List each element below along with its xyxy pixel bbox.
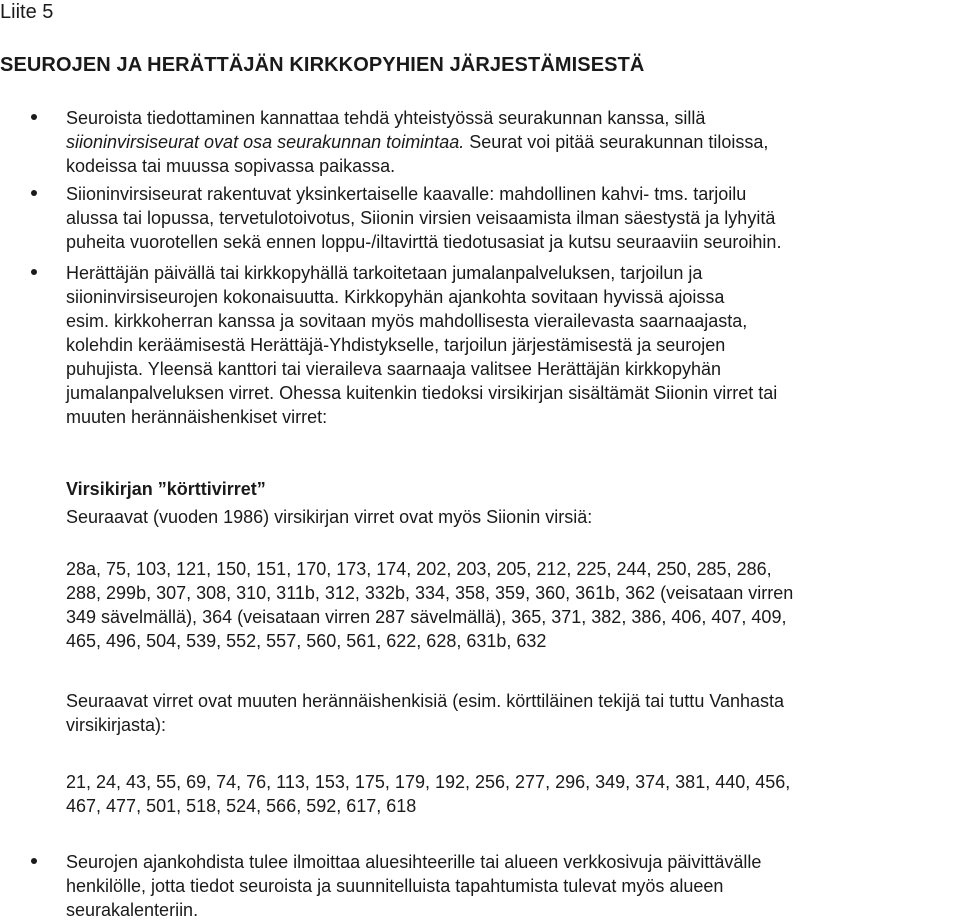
text-line: henkilölle, jotta tiedot seuroista ja suunnitelluista tapahtumista tulevat myös alueen: [66, 876, 724, 896]
italic-text: siioninvirsiseurat ovat osa seurakunnan toimintaa.: [66, 132, 465, 152]
hymn-list-awakening: [66, 770, 960, 818]
text-fragment: Seurat voi pitää seurakunnan tiloissa,: [464, 132, 769, 152]
bullet-item-format: [66, 182, 960, 254]
hymn-list-siionin: [66, 557, 960, 653]
bullet-item-calendar: [66, 850, 960, 922]
text-line: esim. kirkkoherran kanssa ja sovitaan myös mahdollisesta vierailevasta saarnaajasta,: [66, 311, 748, 331]
hymns-intro-2: [66, 689, 960, 737]
text-line: 21, 24, 43, 55, 69, 74, 76, 113, 153, 175, 179, 192, 256, 277, 296, 349, 374, 381, 440, 456,: [66, 772, 791, 792]
bullet-icon: [31, 114, 37, 120]
text-line: [66, 130, 960, 154]
hymns-intro: Seuraavat (vuoden 1986) virsikirjan virret ovat myös Siionin virsiä:: [66, 507, 593, 527]
text-line: siioninvirsiseurojen kokonaisuutta. Kirkkopyhän ajankohta sovitaan hyvissä ajoissa: [66, 287, 725, 307]
text-line: 349 sävelmällä), 364 (veisataan virren 287 sävelmällä), 365, 371, 382, 386, 406, 407, 409,: [66, 607, 787, 627]
section-heading: Virsikirjan ”körttivirret”: [66, 479, 266, 499]
text-line: puheita vuorotellen sekä ennen loppu-/iltavirttä tiedotusasiat ja kutsu seuraaviin seuroihin.: [66, 232, 782, 252]
text-line: Siioninvirsiseurat rakentuvat yksinkertaiselle kaavalle: mahdollinen kahvi- tms. tarjoilu: [66, 184, 747, 204]
text-line: puhujista. Yleensä kanttori tai vieraileva saarnaaja valitsee Herättäjän kirkkopyhän: [66, 359, 722, 379]
appendix-label: Liite 5: [0, 1, 54, 23]
bullet-item-church-sunday: [66, 261, 960, 429]
text-line: 465, 496, 504, 539, 552, 557, 560, 561, 622, 628, 631b, 632: [66, 631, 547, 651]
text-line: Seuroista tiedottaminen kannattaa tehdä yhteistyössä seurakunnan kanssa, sillä: [66, 108, 706, 128]
text-line: kodeissa tai muussa sopivassa paikassa.: [66, 156, 396, 176]
text-line: Seuraavat virret ovat muuten herännäishenkisiä (esim. körttiläinen tekijä tai tuttu Vanhasta: [66, 691, 785, 711]
text-line: virsikirjasta):: [66, 715, 167, 735]
text-line: 288, 299b, 307, 308, 310, 311b, 312, 332b, 334, 358, 359, 360, 361b, 362 (veisataan virren: [66, 583, 794, 603]
text-line: 28a, 75, 103, 121, 150, 151, 170, 173, 174, 202, 203, 205, 212, 225, 244, 250, 285, 286,: [66, 559, 772, 579]
page-title: SEUROJEN JA HERÄTTÄJÄN KIRKKOPYHIEN JÄRJESTÄMISESTÄ: [0, 54, 645, 76]
text-line: jumalanpalveluksen virret. Ohessa kuitenkin tiedoksi virsikirjan sisältämät Siionin virret tai: [66, 383, 778, 403]
text-line: alussa tai lopussa, tervetulotoivotus, Siionin virsien veisaamista ilman säestystä ja lyhyitä: [66, 208, 776, 228]
text-line: 467, 477, 501, 518, 524, 566, 592, 617, 618: [66, 796, 417, 816]
bullet-icon: [31, 858, 37, 864]
text-line: Herättäjän päivällä tai kirkkopyhällä tarkoitetaan jumalanpalveluksen, tarjoilun ja: [66, 263, 703, 283]
text-line: Seurojen ajankohdista tulee ilmoittaa aluesihteerille tai alueen verkkosivuja päivittävälle: [66, 852, 762, 872]
bullet-icon: [31, 190, 37, 196]
bullet-item-publicity: [66, 106, 960, 178]
bullet-icon: [31, 269, 37, 275]
text-line: kolehdin keräämisestä Herättäjä-Yhdistykselle, tarjoilun järjestämisestä ja seurojen: [66, 335, 726, 355]
text-line: seurakalenteriin.: [66, 900, 199, 920]
text-line: muuten herännäishenkiset virret:: [66, 407, 328, 427]
